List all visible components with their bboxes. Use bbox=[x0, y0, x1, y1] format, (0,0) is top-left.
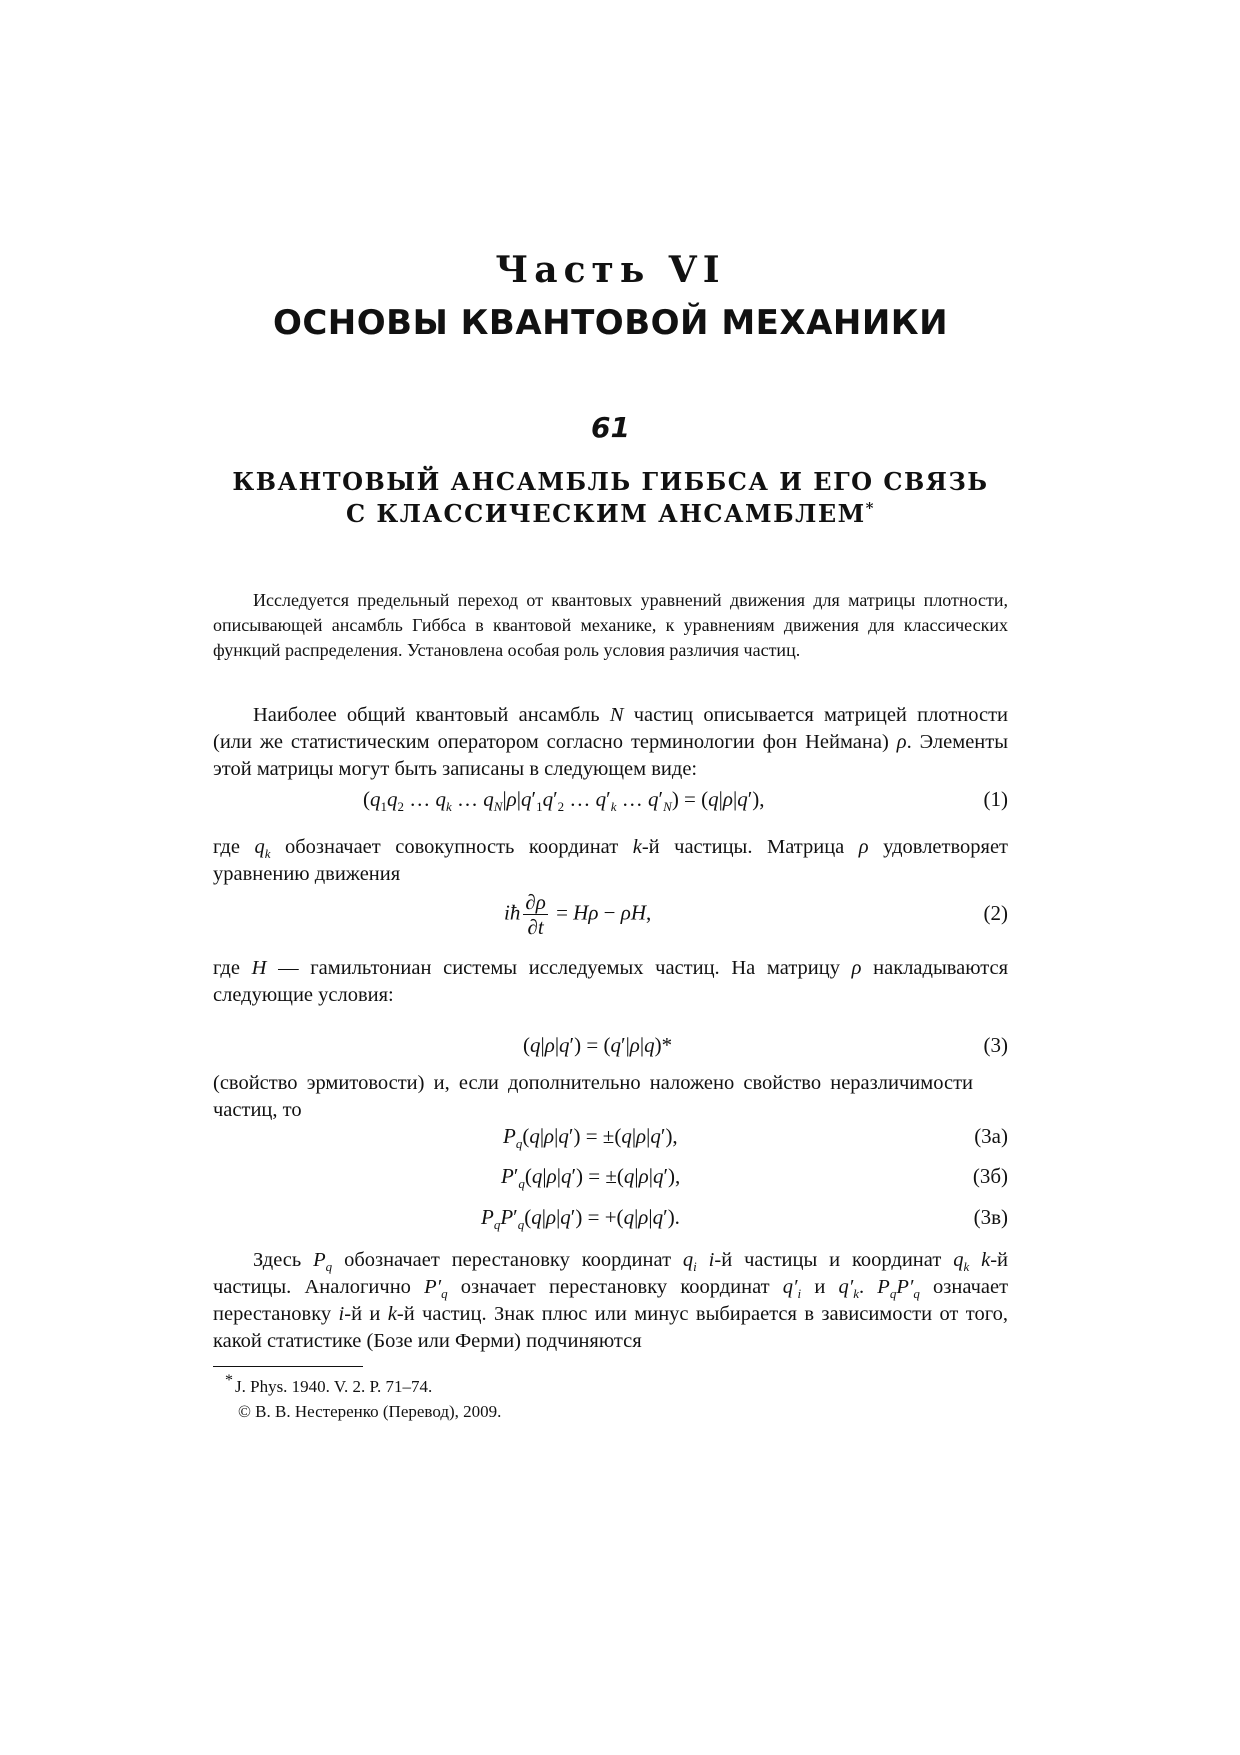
equation-3c-body: $P_qP'_q(q|\rho|q') = +(q|\rho|q')$. bbox=[481, 1205, 680, 1233]
p5-var-Pq: $P_q$ bbox=[313, 1249, 333, 1275]
equation-3b-number: (3б) bbox=[972, 1164, 1008, 1188]
equation-1-number: (1) bbox=[983, 787, 1008, 811]
p2-var-rho: ρ bbox=[858, 836, 869, 858]
p5-text-c: -й частицы и координат bbox=[714, 1249, 942, 1271]
p5-text-a: Здесь bbox=[253, 1249, 302, 1271]
equation-2-number: (2) bbox=[983, 901, 1008, 925]
p3-var-H: H bbox=[251, 957, 267, 979]
p3-text-c: накладываются следующие условия: bbox=[213, 957, 1009, 1006]
p1-text-c: . Элементы этой матрицы могут быть записаны в следующем виде: bbox=[213, 731, 1009, 780]
equation-3c-number: (3в) bbox=[973, 1205, 1008, 1229]
paragraph-1 bbox=[213, 702, 1008, 783]
chapter-number: 61 bbox=[591, 411, 630, 444]
p2-k-sub: k bbox=[264, 846, 271, 862]
footnote-copyright: © В. В. Нестеренко (Перевод), 2009. bbox=[238, 1402, 502, 1421]
p2-text-d: удовлетворяет уравнению движения bbox=[213, 836, 1009, 885]
chapter-title-line1: КВАНТОВЫЙ АНСАМБЛЬ ГИББСА И ЕГО СВЯЗЬ bbox=[232, 467, 989, 496]
footnote-rule bbox=[213, 1366, 363, 1367]
equation-2-body: iħ $\frac{\partial\rho}{\partial t}$ = Hρ − ρH, bbox=[504, 890, 652, 939]
equation-3-number: (3) bbox=[983, 1033, 1008, 1057]
p5-text-g: означает перестановку bbox=[213, 1276, 1009, 1325]
p5-text-e: означает перестановку координат bbox=[460, 1276, 770, 1298]
chapter-title-line2: С КЛАССИЧЕСКИМ АНСАМБЛЕМ bbox=[345, 499, 866, 528]
equation-3-body: (q|ρ|q′) = (q′|ρ|q)* bbox=[523, 1033, 673, 1057]
p2-q: q bbox=[254, 836, 265, 858]
footnote-citation-text: J. Phys. 1940. V. 2. P. 71–74. bbox=[235, 1377, 433, 1396]
equation-3a-number: (3а) bbox=[974, 1124, 1008, 1148]
p5-text-h: -й и bbox=[344, 1303, 381, 1325]
paragraph-3 bbox=[213, 955, 1008, 1009]
p5-var-i: i bbox=[338, 1303, 345, 1325]
equation-3b-body: $P'_q(q|\rho|q') = \pm(q|\rho|q')$, bbox=[501, 1164, 681, 1192]
p1-var-rho: ρ bbox=[896, 731, 907, 753]
paragraph-5: Здесь $P_q$ обозначает перестановку координат $q_i$ i-й частицы и координат $q_k$ k-й частицы. Аналогично $P'_q$ означает перестановку координат $q'_i$ и $q'_k$. $P_qP'_q$ означает перестановку i-й и k-й частиц. Знак плюс или минус выбирается в зависимости от того, какой статистике (Бозе или Ферми) подчиняются bbox=[213, 1249, 1009, 1352]
footnote-mark: * bbox=[865, 499, 876, 517]
equation-1-body: ($q_1q_2$ … $q_k$ … $q_N|\rho|q'_1q'_2$ … $q'_k$ … $q'_N) = (q|\rho|q')$, bbox=[363, 787, 765, 815]
part-title: ОСНОВЫ КВАНТОВОЙ МЕХАНИКИ bbox=[272, 303, 949, 343]
p3-text-b: — гамильтониан системы исследуемых частиц. На матрицу bbox=[278, 957, 840, 979]
p2-text-a: где bbox=[213, 836, 240, 858]
p5-var-qk-prime: $q'_k$ bbox=[838, 1276, 859, 1302]
p5-var-PqPprime: $P_qP'_q$ bbox=[877, 1276, 920, 1302]
chapter-title bbox=[213, 466, 1008, 530]
p1-text-a: Наиболее общий квантовый ансамбль bbox=[253, 704, 600, 726]
p3-text-a: где bbox=[213, 957, 240, 979]
abstract: Исследуется предельный переход от квантовых уравнений движения для матрицы плотности, описывающей ансамбль Гиббса в квантовой механике, к уравнениям движения для классических функций распределения. Установлена особая роль условия различия частиц. bbox=[213, 590, 1008, 660]
p5-var-k: k bbox=[387, 1303, 397, 1325]
p1-var-N: N bbox=[609, 704, 624, 726]
fraction: $\frac{\partial\rho}{\partial t}$ bbox=[525, 890, 546, 939]
p5-text-d: -й частицы. Аналогично bbox=[213, 1249, 1009, 1298]
paragraph-4: (свойство эрмитовости) и, если дополнительно наложено свойство неразличимости частиц, то bbox=[213, 1072, 973, 1121]
p1-text-b: частиц описывается матрицей плотности (или же статистическим оператором согласно терминологии фон Неймана) bbox=[213, 704, 1009, 753]
p5-var-qi-prime: $q'_i$ bbox=[782, 1276, 802, 1302]
p5-var-qi: $q_i$ i bbox=[682, 1249, 715, 1275]
p2-text-b: обозначает совокупность координат bbox=[284, 836, 619, 858]
p3-var-rho: ρ bbox=[851, 957, 862, 979]
p5-text-b: обозначает перестановку координат bbox=[344, 1249, 672, 1271]
p2-var-k: k bbox=[632, 836, 642, 858]
p5-text-i: -й частиц. Знак плюс или минус выбирается в зависимости от того, какой статистике (Бозе или Ферми) подчиняются bbox=[213, 1303, 1008, 1352]
p5-var-Pprime: $P'_q$ bbox=[424, 1276, 448, 1302]
part-label: Часть VI bbox=[495, 249, 726, 291]
p2-var-q bbox=[254, 836, 271, 862]
footnote-star: * bbox=[225, 1372, 233, 1389]
paragraph-2 bbox=[213, 834, 1008, 888]
footnote-citation bbox=[225, 1372, 1030, 1398]
p5-text-f: и bbox=[814, 1276, 826, 1298]
p2-text-c: -й частицы. Матрица bbox=[641, 836, 845, 858]
p5-var-qk: $q_k$ k bbox=[953, 1249, 991, 1275]
equation-3a-body: $P_q(q|\rho|q') = \pm(q|\rho|q')$, bbox=[503, 1124, 678, 1152]
